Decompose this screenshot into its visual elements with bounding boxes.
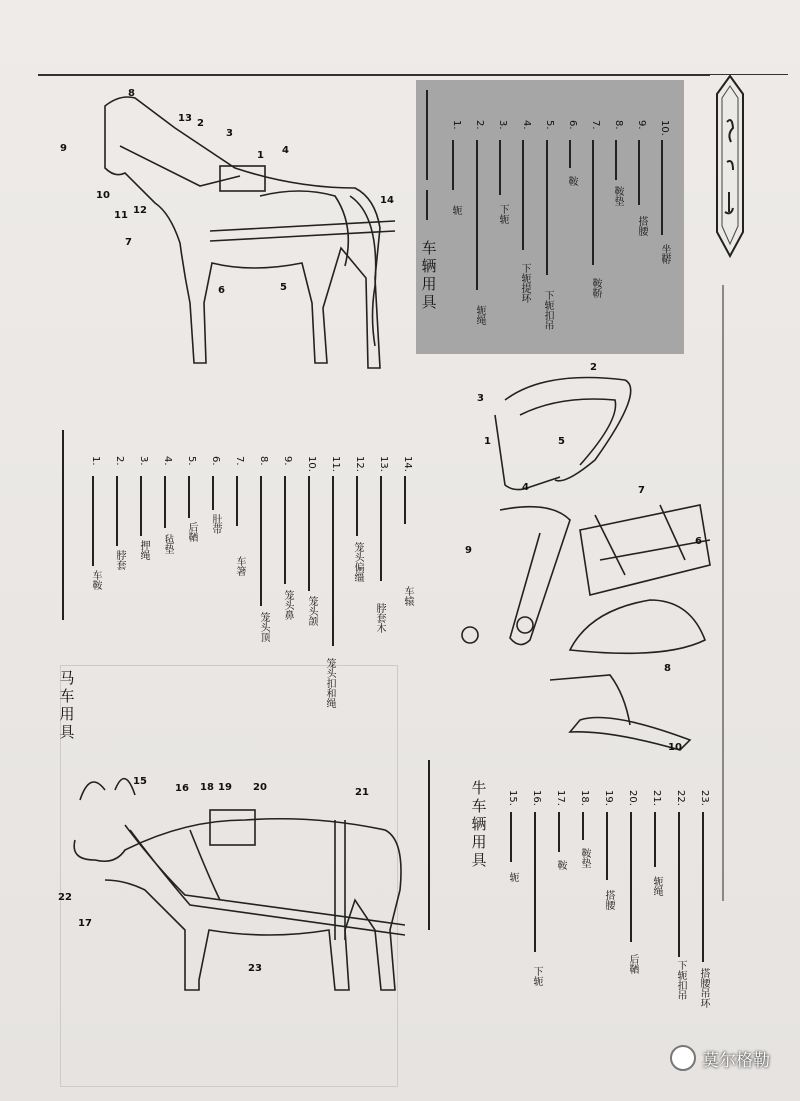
vehicle-item-num-6: 6. xyxy=(567,120,578,130)
ox-item-num-16: 16. xyxy=(531,790,542,806)
vehicle-item-num-3: 3. xyxy=(497,120,508,130)
vehicle-item-num-5: 5. xyxy=(544,120,555,130)
horse-item-name-10: 笼头颌 xyxy=(306,596,317,626)
vehicle-item-name-1: 轭 xyxy=(450,205,461,215)
horse-item-script-7 xyxy=(236,476,246,526)
ox-item-script-23 xyxy=(702,812,712,962)
vehicle-item-num-1: 1. xyxy=(451,120,462,130)
parts-label-10: 10 xyxy=(668,742,682,753)
horse-item-num-13: 13. xyxy=(378,456,389,472)
parts-label-4: 4 xyxy=(522,482,529,493)
ox-item-name-15: 轭 xyxy=(507,872,518,882)
horse-item-num-1: 1. xyxy=(90,456,101,466)
ox-item-num-18: 18. xyxy=(579,790,590,806)
ox-item-name-19: 搭腰 xyxy=(603,890,614,910)
ox-item-script-16 xyxy=(534,812,544,952)
horse-mongolian-title xyxy=(62,430,72,620)
parts-label-3: 3 xyxy=(477,393,484,404)
ox-item-num-15: 15. xyxy=(507,790,518,806)
vehicle-mongolian-title-2 xyxy=(426,190,436,220)
vehicle-item-script-4 xyxy=(522,140,532,250)
parts-label-2: 2 xyxy=(590,362,597,373)
horse-item-script-9 xyxy=(284,476,294,584)
ox-item-name-17: 鞍 xyxy=(555,860,566,870)
parts-label-9: 9 xyxy=(465,545,472,556)
horse-item-script-8 xyxy=(260,476,270,606)
vehicle-item-num-9: 9. xyxy=(636,120,647,130)
horse-item-name-6: 肚带 xyxy=(210,514,221,534)
horse-item-script-4 xyxy=(164,476,174,528)
ox-item-num-19: 19. xyxy=(603,790,614,806)
horse-label-7: 7 xyxy=(125,237,132,248)
horse-item-script-11 xyxy=(332,476,342,646)
vehicle-title: 车辆用具 xyxy=(419,240,438,312)
vehicle-item-script-8 xyxy=(615,140,625,180)
horse-item-name-3: 押绳 xyxy=(138,540,149,560)
parts-illustrations xyxy=(440,360,740,760)
ox-item-num-22: 22. xyxy=(675,790,686,806)
horse-title: 马车用具 xyxy=(57,670,76,742)
horse-label-12: 12 xyxy=(133,205,147,216)
horse-item-num-4: 4. xyxy=(162,456,173,466)
ox-item-script-17 xyxy=(558,812,568,852)
horse-item-script-13 xyxy=(380,476,390,581)
horse-label-1: 1 xyxy=(257,150,264,161)
horse-item-num-5: 5. xyxy=(186,456,197,466)
horse-item-name-5: 后鞧 xyxy=(186,522,197,542)
parts-label-5: 5 xyxy=(558,436,565,447)
ox-item-name-18: 鞍垫 xyxy=(579,848,590,868)
horse-item-num-7: 7. xyxy=(234,456,245,466)
vehicle-item-script-3 xyxy=(499,140,509,195)
ox-label-20: 20 xyxy=(253,782,267,793)
horse-item-num-12: 12. xyxy=(354,456,365,472)
horse-item-script-5 xyxy=(188,476,198,518)
horse-item-num-6: 6. xyxy=(210,456,221,466)
vehicle-item-script-9 xyxy=(638,140,648,205)
horse-item-num-14: 14. xyxy=(402,456,413,472)
horse-label-13: 13 xyxy=(178,113,192,124)
parts-label-8: 8 xyxy=(664,663,671,674)
vehicle-item-script-6 xyxy=(569,140,579,168)
watermark-text: 莫尔格勒 xyxy=(702,1050,770,1071)
vehicle-item-name-10: 坐鞯 xyxy=(659,244,670,264)
horse-item-num-11: 11. xyxy=(330,456,341,472)
horse-item-name-8: 笼头顶 xyxy=(258,612,269,642)
vehicle-item-num-4: 4. xyxy=(521,120,532,130)
vehicle-item-script-10 xyxy=(661,140,671,235)
horse-item-script-12 xyxy=(356,476,366,536)
horse-item-name-2: 脖套 xyxy=(114,550,125,570)
horse-item-name-12: 笼头偏缰 xyxy=(352,542,363,582)
vehicle-item-name-8: 鞍垫 xyxy=(612,186,623,206)
vehicle-item-script-2 xyxy=(476,140,486,290)
parts-label-6: 6 xyxy=(695,536,702,547)
horse-label-11: 11 xyxy=(114,210,128,221)
ox-item-name-22: 下轭扣吊 xyxy=(675,960,686,1000)
horse-item-name-11: 笼头扣和绳 xyxy=(324,658,335,708)
wechat-icon xyxy=(670,1045,696,1071)
ox-item-script-19 xyxy=(606,812,616,880)
vehicle-item-script-7 xyxy=(592,140,602,265)
horse-item-name-13: 脖套木 xyxy=(374,603,385,633)
horse-item-name-4: 毡垫 xyxy=(162,534,173,554)
horse-item-name-7: 车箸 xyxy=(234,556,245,576)
horse-label-6: 6 xyxy=(218,285,225,296)
ox-label-19: 19 xyxy=(218,782,232,793)
ox-harness-illustration xyxy=(60,770,405,1030)
ox-mongolian-title xyxy=(428,760,438,930)
horse-item-script-14 xyxy=(404,476,414,524)
horse-item-num-8: 8. xyxy=(258,456,269,466)
horse-item-name-1: 车鞍 xyxy=(90,570,101,590)
vehicle-item-num-2: 2. xyxy=(474,120,485,130)
vehicle-item-name-7: 鞍鞒 xyxy=(590,278,601,298)
ox-label-23: 23 xyxy=(248,963,262,974)
vehicle-item-name-9: 搭腰 xyxy=(636,216,647,236)
vehicle-item-script-5 xyxy=(546,140,556,275)
ox-label-17: 17 xyxy=(78,918,92,929)
watermark xyxy=(670,1045,770,1071)
horse-item-num-10: 10. xyxy=(306,456,317,472)
vehicle-item-name-2: 轭绳 xyxy=(474,305,485,325)
vehicle-item-name-4: 下轭提环 xyxy=(519,263,530,303)
horse-item-name-9: 笼头鼻 xyxy=(282,590,293,620)
horse-label-5: 5 xyxy=(280,282,287,293)
horse-item-script-3 xyxy=(140,476,150,536)
horse-label-10: 10 xyxy=(96,190,110,201)
horse-label-8: 8 xyxy=(128,88,135,99)
vehicle-item-name-5: 下轭扣吊 xyxy=(542,290,553,330)
ox-item-script-15 xyxy=(510,812,520,862)
horse-item-num-2: 2. xyxy=(114,456,125,466)
vehicle-item-name-3: 下轭 xyxy=(497,204,508,224)
ox-item-num-20: 20. xyxy=(627,790,638,806)
parts-label-1: 1 xyxy=(484,436,491,447)
horse-item-num-3: 3. xyxy=(138,456,149,466)
ox-item-num-17: 17. xyxy=(555,790,566,806)
horse-item-script-1 xyxy=(92,476,102,566)
horse-item-name-14: 车辕 xyxy=(402,586,413,606)
vehicle-item-num-8: 8. xyxy=(613,120,624,130)
ox-label-21: 21 xyxy=(355,787,369,798)
vehicle-item-name-6: 鞍 xyxy=(566,176,577,186)
ox-item-script-18 xyxy=(582,812,592,840)
ox-item-script-22 xyxy=(678,812,688,957)
ox-item-name-21: 轭绳 xyxy=(651,876,662,896)
ox-label-22: 22 xyxy=(58,892,72,903)
horse-label-14: 14 xyxy=(380,195,394,206)
horse-item-script-10 xyxy=(308,476,318,591)
ox-label-15: 15 xyxy=(133,776,147,787)
ox-item-name-23: 搭腰吊环 xyxy=(698,968,709,1008)
horse-item-script-6 xyxy=(212,476,222,510)
ox-label-16: 16 xyxy=(175,783,189,794)
ox-item-script-20 xyxy=(630,812,640,942)
ox-item-name-20: 后鞧 xyxy=(627,954,638,974)
vehicle-mongolian-title xyxy=(426,90,436,180)
horse-item-num-9: 9. xyxy=(282,456,293,466)
ornament-icon xyxy=(705,72,755,262)
parts-label-7: 7 xyxy=(638,485,645,496)
ox-item-name-16: 下轭 xyxy=(531,966,542,986)
ox-item-num-21: 21. xyxy=(651,790,662,806)
ox-title: 牛车辆用具 xyxy=(469,780,488,870)
horse-label-9: 9 xyxy=(60,143,67,154)
ox-label-18: 18 xyxy=(200,782,214,793)
vehicle-item-num-7: 7. xyxy=(590,120,601,130)
top-rule xyxy=(38,74,710,76)
ox-item-num-23: 23. xyxy=(699,790,710,806)
ox-item-script-21 xyxy=(654,812,664,867)
horse-item-script-2 xyxy=(116,476,126,546)
vehicle-item-script-1 xyxy=(452,140,462,190)
vehicle-item-num-10: 10. xyxy=(659,120,670,136)
horse-label-3: 3 xyxy=(226,128,233,139)
horse-label-4: 4 xyxy=(282,145,289,156)
horse-label-2: 2 xyxy=(197,118,204,129)
